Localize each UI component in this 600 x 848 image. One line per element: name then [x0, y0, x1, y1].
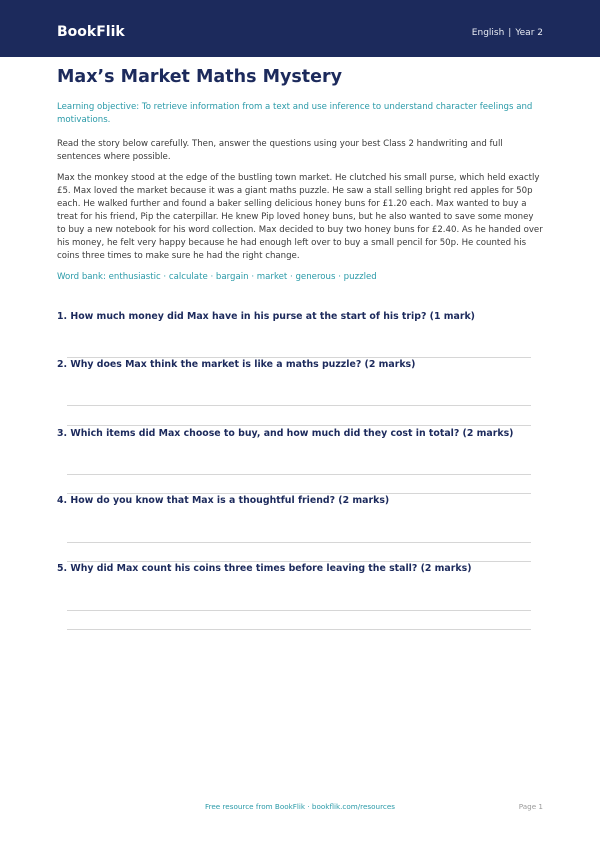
question-2: 2. Why does Max think the market is like a maths puzzle? (2 marks) — [57, 359, 416, 370]
subject-year-label — [472, 27, 543, 39]
answer-line[interactable] — [67, 474, 531, 475]
question-4: 4. How do you know that Max is a thoughtful friend? (2 marks) — [57, 495, 390, 506]
answer-line[interactable] — [67, 629, 531, 630]
year-label: Year 2 — [515, 28, 543, 38]
word-bank: Word bank: enthusiastic · calculate · bargain · market · generous · puzzled — [57, 272, 377, 282]
question-5: 5. Why did Max count his coins three times before leaving the stall? (2 marks) — [57, 563, 472, 574]
page-number: Page 1 — [518, 802, 543, 811]
learning-objective: Learning objective: To retrieve information from a text and use inference to understand character feelings and motivations. — [57, 102, 533, 125]
answer-line[interactable] — [67, 405, 531, 406]
question-1: 1. How much money did Max have in his purse at the start of his trip? (1 mark) — [57, 311, 475, 322]
page-title: Max’s Market Maths Mystery — [57, 67, 343, 87]
story-text: Max the monkey stood at the edge of the bustling town market. He clutched his small purse, which held exactly £5. Max loved the market because it was a giant maths puzzle. He saw a stall selling bright red apples for 50p each. He walked further and found a baker selling delicious honey buns for £1.20 each. Max wanted to buy a treat for his friend, Pip the caterpillar. He knew Pip loved honey buns, but he also wanted to save some money to buy a new notebook for his word collection. Max decided to buy two honey buns for £2.40. As he handed over his money, he felt very happy because he had enough left over to buy a small pencil for 50p. He counted his coins three times to make sure he had the right change. — [57, 173, 543, 261]
answer-line[interactable] — [67, 542, 531, 543]
worksheet-body — [57, 66, 543, 284]
instructions-text: Read the story below carefully. Then, answer the questions using your best Class 2 handwriting and full sentences where possible. — [57, 139, 503, 162]
brand-logo[interactable]: BookFlik — [57, 24, 125, 40]
question-3: 3. Which items did Max choose to buy, and how much did they cost in total? (2 marks) — [57, 428, 514, 439]
subject-label: English — [471, 28, 505, 38]
answer-line[interactable] — [67, 425, 531, 426]
separator: | — [508, 28, 512, 38]
answer-line[interactable] — [67, 610, 531, 611]
header-bar — [0, 0, 600, 57]
footer-resource-link[interactable]: Free resource from BookFlik · bookflik.com/resources — [204, 802, 396, 811]
